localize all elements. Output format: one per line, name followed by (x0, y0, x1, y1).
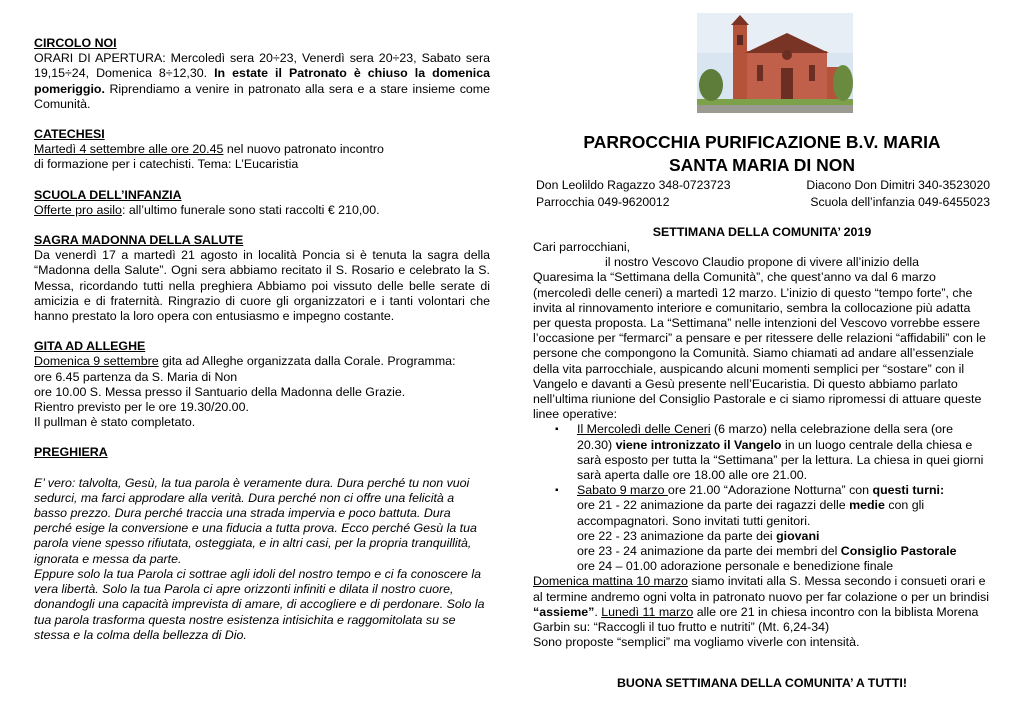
gita-line3: ore 10.00 S. Messa presso il Santuario della Madonna delle Grazie. (34, 384, 406, 399)
circolo-title: CIRCOLO NOI (34, 36, 117, 50)
preghiera-p2: Eppure solo la tua Parola ci sottrae agli idoli del nostro tempo e ci fa conoscere la vera libertà. Solo la tua Parola ci apre orizzonti infiniti e dilata il nostro cuore, donandogli una capacità imprevista di amare, di accogliere e di perdonare. Solo la tua parola trasforma questa nostre esistenza intisichita e raggomitolata su se stessa e la colma della bellezza di Dio. (34, 566, 485, 642)
gita-line4: Rientro previsto per le ore 19.30/20.00. (34, 400, 249, 415)
week-letter (533, 240, 991, 650)
contact-row-2 (536, 195, 990, 209)
section-circolo (34, 36, 490, 112)
scuola-text: Offerte pro asilo: all’ultimo funerale sono stati raccolti € 210,00. (34, 202, 380, 217)
letter-final: Sono proposte “semplici” ma vogliamo viverle con intensità. (533, 635, 860, 650)
section-gita (34, 339, 490, 430)
gita-line5: Il pullman è stato completato. (34, 415, 196, 430)
catechesi-line1: Martedì 4 settembre alle ore 20.45 nel nuovo patronato incontro (34, 142, 384, 157)
week-title: SETTIMANA DELLA COMUNITA’ 2019 (652, 225, 872, 239)
section-catechesi (34, 127, 490, 173)
letter-greeting: Cari parrocchiani, (533, 240, 631, 254)
operative-list (533, 422, 991, 574)
scuola-title: SCUOLA DELL’INFANZIA (34, 187, 182, 202)
preghiera-p1: E’ vero: talvolta, Gesù, la tua parola è veramente dura. Dura perché tu non vuoi sedurci, ma farci approdare alla verità. Dura perché non ci offre una felicità a basso prezzo. Dura perché traccia una strada impervia e poco battuta. Dura perché esige la conversione e una fiducia a tutta prova. Ecco perché Gesù la tua parola viene spesso rifiutata, osteggiata, e in altri casi, per la propria tranquillità, ignorata e messa da parte. (34, 475, 477, 566)
turn-4: ore 24 – 01.00 adorazione personale e benedizione finale (577, 559, 894, 574)
contact-parrocchia: Parrocchia 049-9620012 (536, 195, 670, 209)
contact-row-1 (536, 178, 990, 192)
turn-1: ore 21 - 22 animazione da parte dei ragazzi delle medie con gli accompagnatori. Sono invitati tutti genitori. (577, 498, 925, 528)
turn-2: ore 22 - 23 animazione da parte dei giovani (577, 528, 820, 543)
left-column (34, 36, 490, 658)
letter-sunday: Domenica mattina 10 marzo siamo invitati alla S. Messa secondo i consueti orari e al termine andremo ogni volta in patronato nuovo per far colazione o per un brindisi “assieme”. Lunedì 11 marzo alle ore 21 in chiesa incontro con la biblista Morena Garbin su: “Raccogli il tuo frutto e nutriti” (Mt. 6,24-34) (533, 574, 989, 635)
sagra-title: SAGRA MADONNA DELLA SALUTE (34, 233, 244, 248)
preghiera-title: PREGHIERA (34, 445, 108, 460)
catechesi-line2: di formazione per i catechisti. Tema: L’Eucaristia (34, 157, 299, 172)
gita-line1: Domenica 9 settembre gita ad Alleghe organizzata dalla Corale. Programma: (34, 354, 456, 369)
church-photo (697, 13, 853, 113)
gita-title: GITA AD ALLEGHE (34, 339, 146, 354)
section-scuola (34, 188, 490, 218)
list-item: ▪ Sabato 9 marzo ore 21.00 “Adorazione Notturna” con questi turni: ore 21 - 22 animazione da parte dei ragazzi delle medie con gli accompagnatori. Sono invitati tutti genitori. ore 22 - 23 animazione da parte dei giovani ore 23 - 24 animazione da parte dei membri del Consiglio Pastorale ore 24 – 01.00 adorazione personale e benedizione finale (577, 483, 991, 574)
contact-diacono: Diacono Don Dimitri 340-3523020 (806, 178, 990, 192)
closing-line: BUONA SETTIMANA DELLA COMUNITA’ A TUTTI! (616, 676, 907, 690)
letter-intro-first: il nostro Vescovo Claudio propone di vivere all’inizio della (605, 255, 920, 270)
section-preghiera (34, 445, 490, 642)
section-sagra (34, 233, 490, 324)
turn-3: ore 23 - 24 animazione da parte dei membri del Consiglio Pastorale (577, 544, 957, 559)
parish-title: PARROCCHIA PURIFICAZIONE B.V. MARIA (583, 132, 941, 152)
church-photo-icon (697, 13, 853, 113)
letter-intro-rest: Quaresima la “Settimana della Comunità”, che quest’anno va dal 6 marzo (mercoledì delle ceneri) a martedì 12 marzo. L’inizio di questo “tempo forte”, che invita al rinnovamento interiore e comunitario, sembra la collocazione più adatta per questa proposta. La “Settimana” nelle intenzioni del Vescovo vorrebbe essere l’occasione per “fermarci” a pensare e per ritessere delle relazioni “affidabili” con le persone che compongono la Comunità. Siamo chiamati ad andare all’essenziale della vita parrocchiale, auspicando alcuni momenti semplici per “sostare” con il Vangelo e davanti a Gesù presente nell’Eucaristia. Di questo abbiamo parlato nell’ultima riunione del Consiglio Pastorale e ci siamo ripromessi di attuare queste linee operative: (533, 270, 986, 422)
gita-line2: ore 6.45 partenza da S. Maria di Non (34, 369, 238, 384)
catechesi-title: CATECHESI (34, 127, 105, 142)
circolo-text: ORARI DI APERTURA: Mercoledì sera 20÷23, Venerdì sera 20÷23, Sabato sera 19,15÷24, Domenica 8÷12,30. In estate il Patronato è chiuso la domenica pomeriggio. Riprendiamo a venire in patronato alla sera e a stare insieme come Comunità. (34, 51, 490, 111)
contact-scuola: Scuola dell’infanzia 049-6455023 (810, 195, 990, 209)
sagra-text: Da venerdì 17 a martedì 21 agosto in località Poncia si è tenuta la sagra della “Madonna della Salute”. Ogni sera abbiamo recitato il S. Rosario e celebrato la S. Messa, ricordando tutti nella preghiera Abbiamo poi vissuto delle belle serate di amicizia e di fraternità. Ringrazio di cuore gli organizzatori e i tanti volontari che hanno prestato la loro opera con entusiasmo e impegno costante. (34, 248, 490, 324)
list-item: ▪ Il Mercoledì delle Ceneri (6 marzo) nella celebrazione della sera (ore 20.30) viene intronizzato il Vangelo in un luogo centrale della chiesa e sarà esposto per tutta la “Settimana” per la lettura. La chiesa in quei giorni sarà aperta dalle ore 18.00 alle ore 21.00. (577, 422, 991, 483)
parish-subtitle: SANTA MARIA DI NON (668, 155, 855, 175)
contact-don: Don Leolildo Ragazzo 348-0723723 (536, 178, 731, 192)
